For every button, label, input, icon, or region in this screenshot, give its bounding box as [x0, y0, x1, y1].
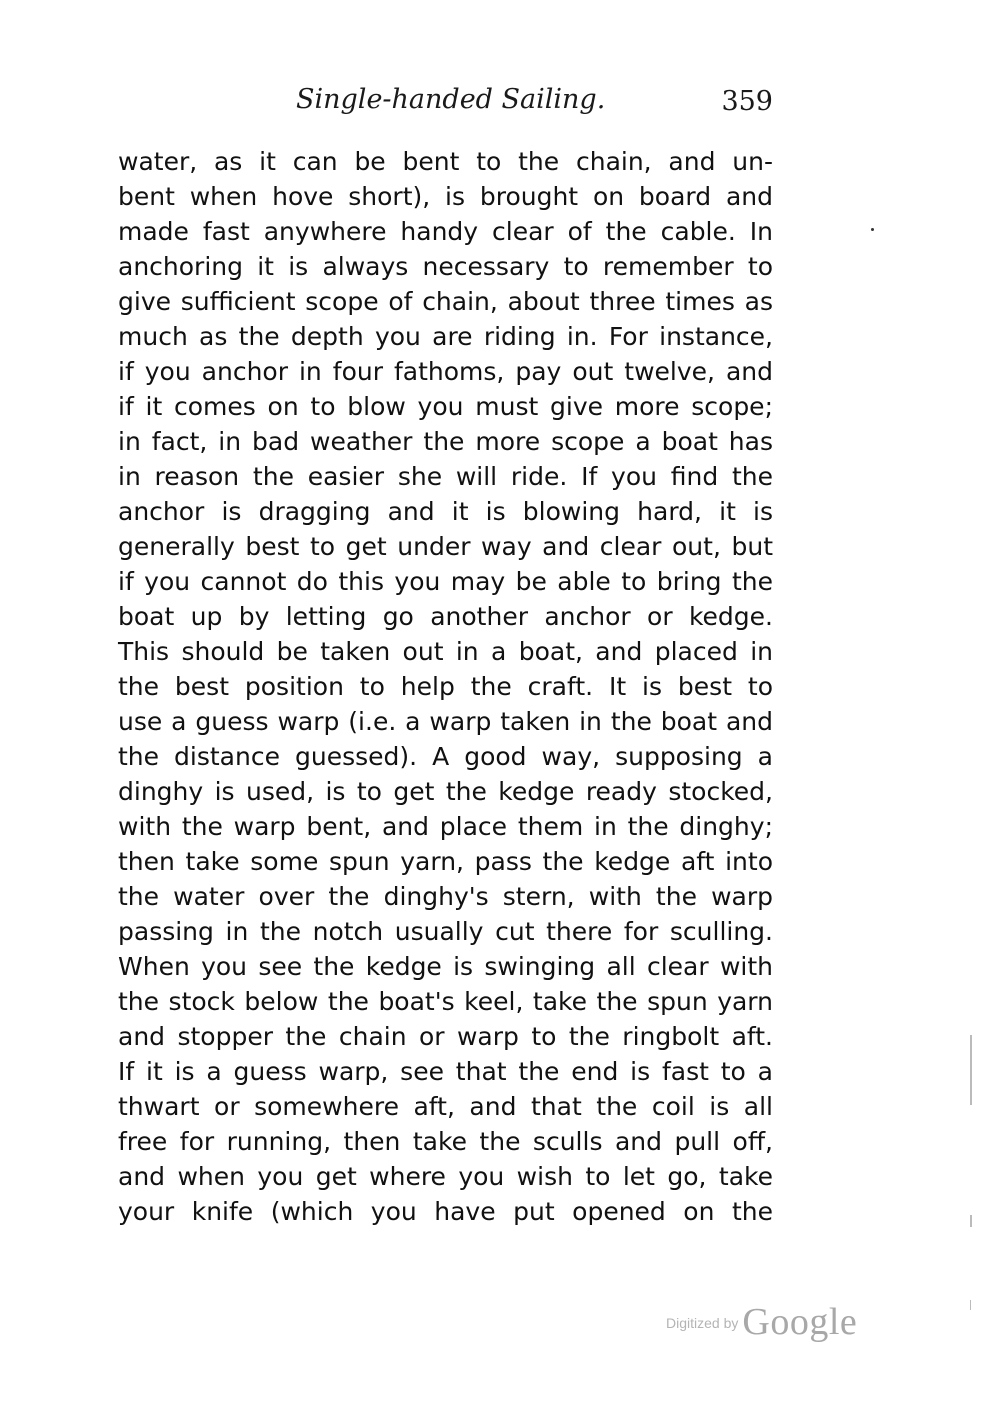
page-number: 359 — [721, 86, 773, 117]
text-line: and when you get where you wish to let go, take — [118, 1162, 773, 1191]
text-line: boat up by letting go another anchor or kedge. — [118, 602, 773, 631]
watermark-prefix: Digitized by — [666, 1315, 739, 1331]
text-line: and stopper the chain or warp to the ringbolt aft. — [118, 1022, 773, 1051]
text-line: in fact, in bad weather the more scope a boat has — [118, 427, 773, 456]
text-line: anchoring it is always necessary to remember to — [118, 252, 773, 281]
scan-edge-mark — [970, 1035, 972, 1105]
text-line: water, as it can be bent to the chain, and un- — [118, 147, 773, 176]
text-line: the water over the dinghy's stern, with the warp — [118, 882, 773, 911]
text-line: made fast anywhere handy clear of the cable. In — [118, 217, 773, 246]
text-line: with the warp bent, and place them in the dinghy; — [118, 812, 773, 841]
ink-speck — [871, 228, 874, 231]
text-line: free for running, then take the sculls and pull off, — [118, 1127, 773, 1156]
text-line: if you anchor in four fathoms, pay out twelve, and — [118, 357, 773, 386]
body-text — [118, 144, 773, 1229]
text-line: anchor is dragging and it is blowing hard, it is — [118, 497, 773, 526]
text-line: the stock below the boat's keel, take the spun yarn — [118, 987, 773, 1016]
text-line: use a guess warp (i.e. a warp taken in the boat and — [118, 707, 773, 736]
text-line: dinghy is used, is to get the kedge ready stocked, — [118, 777, 773, 806]
running-title: Single-handed Sailing. — [296, 84, 606, 115]
text-line: bent when hove short), is brought on board and — [118, 182, 773, 211]
text-line: thwart or somewhere aft, and that the coil is all — [118, 1092, 773, 1121]
digitized-watermark — [666, 1300, 866, 1350]
text-line: give sufficient scope of chain, about three times as — [118, 287, 773, 316]
running-header — [118, 80, 773, 124]
text-line: When you see the kedge is swinging all clear with — [118, 952, 773, 981]
google-logo: Google — [742, 1301, 858, 1343]
scan-edge-mark — [970, 1215, 972, 1227]
text-line: generally best to get under way and clear out, but — [118, 532, 773, 561]
scan-edge-mark — [970, 1300, 971, 1310]
text-line: the distance guessed). A good way, supposing a — [118, 742, 773, 771]
text-line: then take some spun yarn, pass the kedge aft into — [118, 847, 773, 876]
text-line: if you cannot do this you may be able to bring the — [118, 567, 773, 596]
text-line: passing in the notch usually cut there for sculling. — [118, 917, 773, 946]
text-line: much as the depth you are riding in. For instance, — [118, 322, 773, 351]
text-line: If it is a guess warp, see that the end is fast to a — [118, 1057, 773, 1086]
text-line: the best position to help the craft. It is best to — [118, 672, 773, 701]
text-line: your knife (which you have put opened on the — [118, 1197, 773, 1226]
text-line: if it comes on to blow you must give more scope; — [118, 392, 773, 421]
text-line: This should be taken out in a boat, and placed in — [118, 637, 773, 666]
text-line: in reason the easier she will ride. If you find the — [118, 462, 773, 491]
